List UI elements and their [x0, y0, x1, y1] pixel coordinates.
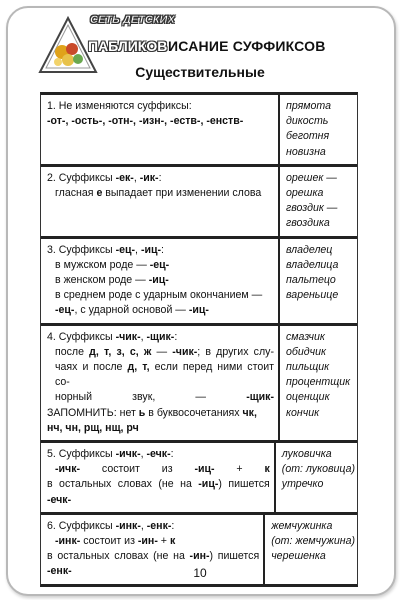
- rule-text: е: [96, 187, 103, 200]
- example-word: (от: луковица): [281, 463, 355, 476]
- rule-cell: [41, 239, 280, 323]
- example-word: новизна: [286, 145, 326, 158]
- rule-text: 3. Суффиксы: [47, 243, 116, 256]
- rule-text: выпадает при изменении слова: [102, 187, 262, 200]
- rule-text: :: [174, 330, 178, 343]
- example-word: беготня: [286, 130, 330, 143]
- rule-line: [47, 99, 274, 114]
- rule-text: -щик-: [146, 330, 175, 343]
- rule-text: ,: [140, 448, 147, 461]
- rule-text: -ичк-: [55, 463, 81, 476]
- rule-text: ,: [140, 519, 147, 532]
- rule-text: -иц-: [140, 243, 162, 256]
- rule-text: ,: [133, 171, 140, 184]
- rule-text: -ец-: [115, 243, 136, 256]
- rule-text: -иц-: [194, 463, 215, 476]
- rule-text: чаях и после: [55, 361, 128, 374]
- rule-line: [47, 303, 274, 318]
- example-word: владелец: [286, 243, 333, 256]
- rule-line: [47, 477, 270, 492]
- rule-text: -ик-: [139, 171, 159, 184]
- rule-line: [47, 171, 274, 186]
- examples-cell: [276, 443, 357, 512]
- example-word: гвоздик —: [286, 202, 338, 215]
- rule-text: в буквосочетаниях: [145, 406, 243, 419]
- rule-text: ь: [138, 406, 146, 419]
- rule-line: [47, 243, 274, 258]
- page-title: ИСАНИЕ СУФФИКСОВ: [168, 38, 326, 54]
- rule-text: ,: [135, 243, 141, 256]
- rule-text: д, т, з, с, ж: [89, 345, 152, 358]
- rule-text: чк,: [242, 406, 257, 419]
- example-word: (от: жемчужина): [271, 535, 355, 548]
- example-word: орешка: [286, 187, 324, 200]
- table-row: [41, 95, 357, 167]
- rule-cell: [41, 443, 276, 512]
- example-word: обидчик: [286, 345, 326, 358]
- rule-line: [47, 462, 270, 477]
- rule-line: [47, 534, 259, 549]
- rule-line: [47, 421, 274, 436]
- rule-text: состоит из: [80, 463, 195, 476]
- example-word: владелица: [286, 258, 339, 271]
- rule-text: к: [169, 535, 176, 548]
- rule-text: в остальных словах (не на: [47, 478, 199, 491]
- rule-line: [47, 114, 274, 129]
- example-word: процентщик: [286, 376, 351, 389]
- rule-text: :: [158, 171, 162, 184]
- rule-text: -ичк-: [115, 448, 141, 461]
- rule-text: -енк-: [47, 565, 72, 578]
- rule-text: :: [171, 519, 175, 532]
- examples-cell: [280, 239, 357, 323]
- rule-line: [47, 493, 270, 508]
- rule-line: [47, 406, 274, 421]
- example-word: утречко: [281, 478, 324, 491]
- example-word: орешек —: [286, 171, 337, 184]
- rule-text: -иц-: [148, 274, 169, 287]
- example-word: пильщик: [286, 361, 330, 374]
- rule-text: -инк-: [55, 535, 81, 548]
- rule-text: нч, чн, рщ, нщ, рч: [47, 421, 139, 434]
- table-row: [41, 239, 357, 326]
- rule-text: +: [157, 535, 170, 548]
- example-word: черешенка: [271, 550, 326, 563]
- rule-text: -иц-: [198, 478, 219, 491]
- rule-text: ; в других слу-: [197, 345, 274, 358]
- example-word: прямота: [286, 100, 332, 112]
- example-word: жемчужинка: [271, 519, 333, 532]
- rule-text: 4. Суффиксы: [47, 330, 116, 343]
- rule-line: [47, 330, 274, 345]
- examples-cell: [280, 95, 357, 164]
- rule-text: -ин-: [189, 550, 210, 563]
- rule-text: -ец-: [149, 258, 170, 271]
- rule-text: 5. Суффиксы: [47, 448, 116, 461]
- rule-text: -от-, -ость-, -отн-, -изн-, -еств-, -енств-: [47, 115, 244, 128]
- rule-text: -ечк-: [146, 448, 171, 461]
- logo-line1: СЕТЬ ДЕТСКИХ: [90, 14, 175, 26]
- rule-text: в женском роде —: [55, 274, 149, 287]
- rule-text: -енк-: [146, 519, 172, 532]
- rule-line: [47, 345, 274, 360]
- rule-text: -чик-: [172, 345, 198, 358]
- rule-cell: [41, 326, 280, 440]
- rule-text: если перед ними стоит со-: [55, 361, 274, 389]
- example-word: дикость: [286, 115, 329, 128]
- rule-text: в остальных словах (не на: [47, 550, 190, 563]
- example-word: оценщик: [286, 391, 330, 404]
- rule-text: норный звук, —: [55, 391, 247, 404]
- rule-text: , с ударной основой —: [74, 304, 189, 317]
- rule-text: ,: [140, 330, 147, 343]
- logo-line2: ПАБЛИКОВ: [88, 38, 168, 54]
- rule-text: ) пишется: [218, 478, 270, 491]
- page-number: 10: [193, 566, 207, 580]
- rule-cell: [41, 167, 280, 236]
- table-row: [41, 167, 357, 239]
- example-word: гвоздика: [286, 217, 330, 230]
- rule-text: -ечк-: [47, 493, 72, 506]
- rules-table: [40, 92, 358, 587]
- rule-line: [47, 273, 274, 288]
- rule-text: ) пишется: [209, 550, 260, 563]
- rule-line: [47, 360, 274, 390]
- rule-text: ЗАПОМНИТЬ: нет: [47, 406, 139, 419]
- rule-line: [47, 288, 274, 303]
- page-subtitle: Существительные: [135, 64, 265, 80]
- rule-line: [47, 447, 270, 462]
- rule-text: -щик-: [246, 391, 274, 404]
- rule-text: после: [55, 345, 90, 358]
- rule-cell: [41, 95, 280, 164]
- rule-text: 1. Не изменяются суффиксы:: [47, 100, 192, 112]
- examples-cell: [280, 326, 357, 440]
- examples-cell: [280, 167, 357, 236]
- rule-text: -ин-: [137, 535, 158, 548]
- example-word: смазчик: [286, 330, 325, 343]
- rule-text: —: [151, 345, 173, 358]
- rule-line: [47, 519, 259, 534]
- rule-text: :: [170, 448, 174, 461]
- rule-line: [47, 186, 274, 201]
- rule-line: [47, 258, 274, 273]
- table-row: [41, 443, 357, 515]
- rule-text: -инк-: [115, 519, 141, 532]
- rule-text: -иц-: [188, 304, 209, 317]
- rule-text: в среднем роде с ударным окончанием —: [55, 289, 263, 302]
- example-word: кончик: [286, 406, 320, 419]
- rule-text: -ек-: [115, 171, 134, 184]
- rule-text: 6. Суффиксы: [47, 519, 116, 532]
- rule-text: состоит из: [80, 535, 138, 548]
- rule-text: :: [161, 243, 164, 256]
- rule-text: в мужском роде —: [55, 258, 150, 271]
- example-word: вареньице: [286, 289, 339, 302]
- rule-line: [47, 390, 274, 405]
- example-word: луковичка: [281, 448, 332, 461]
- rule-text: +: [214, 463, 265, 476]
- rule-text: -ец-: [55, 304, 75, 317]
- example-word: пальтецо: [286, 274, 336, 287]
- rule-text: к: [264, 463, 270, 476]
- table-row: [41, 326, 357, 443]
- rule-text: д, т,: [127, 361, 150, 374]
- rule-line: [47, 549, 259, 564]
- rule-text: -чик-: [115, 330, 141, 343]
- rule-text: гласная: [55, 187, 97, 200]
- rule-text: 2. Суффиксы: [47, 171, 116, 184]
